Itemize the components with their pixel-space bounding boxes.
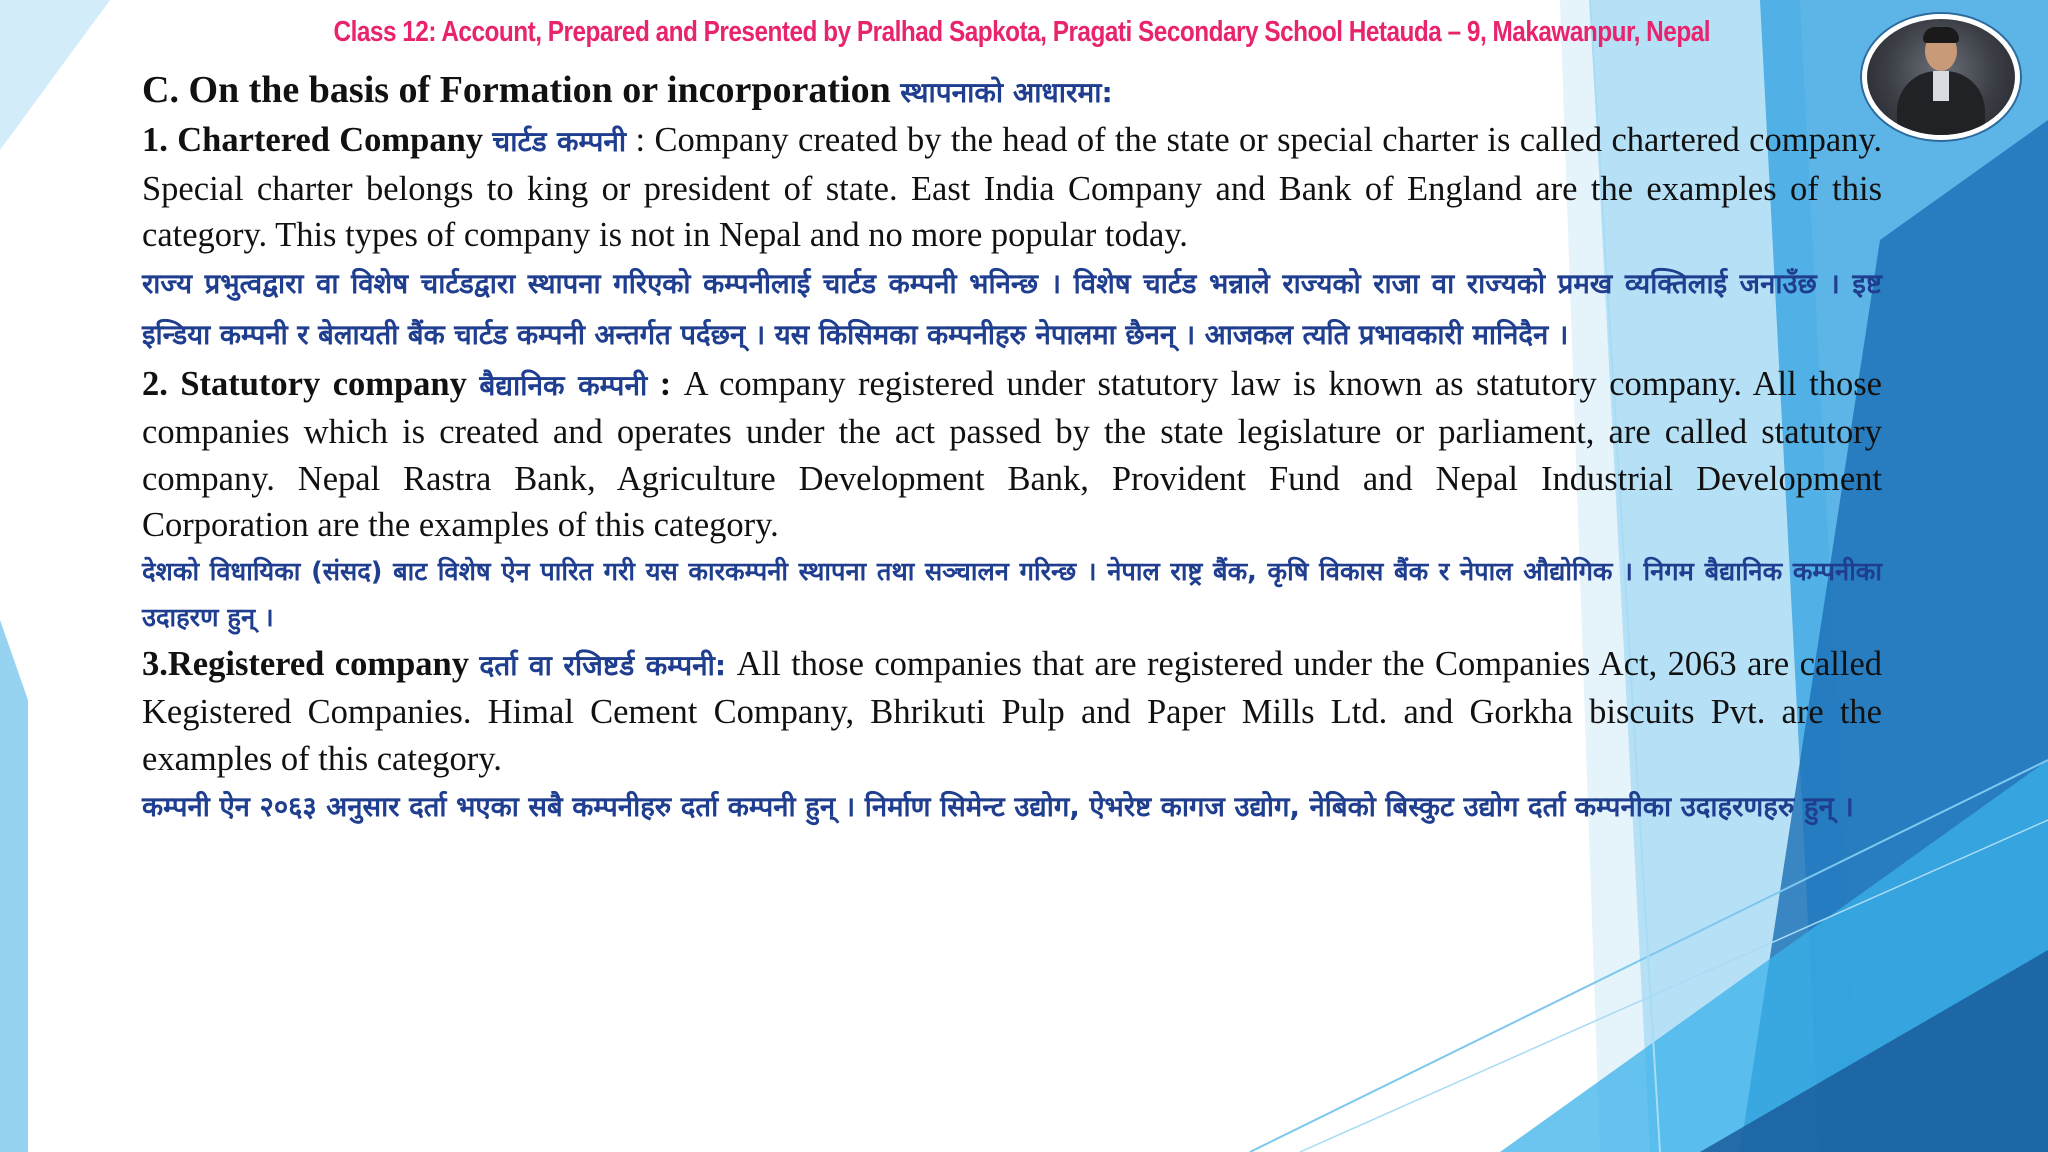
item-heading: 2. Statutory company (142, 364, 467, 403)
item-sep (726, 645, 736, 683)
item-chartered-en (142, 117, 1882, 259)
item-registered-en (142, 641, 1882, 783)
item-heading: 1. Chartered Company (142, 121, 484, 159)
item-registered-np: कम्पनी ऐन २०६३ अनुसार दर्ता भएका सबै कम्पनीहरु दर्ता कम्पनी हुन् । निर्माण सिमेन्ट उद्योग, ऐभरेष्ट कागज उद्योग, नेबिको बिस्कुट उद्योग दर्ता कम्पनीका उदाहरणहरु हुन् । (142, 791, 1854, 823)
left-edge-mid (0, 620, 28, 1152)
slide-content (142, 66, 1882, 833)
item-sep: : (647, 364, 684, 403)
item-statutory-en (142, 361, 1882, 549)
section-title-en: C. On the basis of Formation or incorporation (142, 69, 891, 111)
presenter-hair (1923, 27, 1959, 43)
item-heading: 3.Registered company (142, 644, 469, 683)
item-statutory-np: देशको विधायिका (संसद) बाट विशेष ऐन पारित गरी यस कारकम्पनी स्थापना तथा सञ्चालन गरिन्छ । नेपाल राष्ट्र बैंक, कृषि विकास बैंक र नेपाल औद्योगिक । निगम बैद्यानिक कम्पनीका उदाहरण हुन् । (142, 556, 1882, 633)
item-heading-np: चार्टड कम्पनी (492, 125, 627, 158)
section-title (142, 66, 1882, 117)
presenter-photo (1862, 14, 2020, 140)
item-sep: : (626, 121, 655, 159)
item-body: Company created by the head of the state or special charter is called chartered company. Special charter belongs to king or president of state. East India Company and Bank of England are the examples of this category. This types of company is not in Nepal and no more popular today. (142, 121, 1883, 254)
item-body: All those companies that are registered under the Companies Act, 2063 are called Kegistered Companies. Himal Cement Company, Bhrikuti Pulp and Paper Mills Ltd. and Gorkha biscuits Pvt. are the examples of this category. (142, 644, 1883, 778)
item-heading-np: दर्ता वा रजिष्टर्ड कम्पनी: (479, 648, 727, 682)
presenter-shirt (1933, 71, 1949, 101)
item-chartered-np: राज्य प्रभुत्वद्वारा वा विशेष चार्टडद्वारा स्थापना गरिएको कम्पनीलाई चार्टड कम्पनी भनिन्छ । विशेष चार्टड भन्नाले राज्यको राजा वा राज्यको प्रमख व्यक्तिलाई जनाउँछ । इष्ट इन्डिया कम्पनी र बेलायती बैंक चार्टड कम्पनी अन्तर्गत पर्दछन् । यस किसिमका कम्पनीहरु नेपालमा छैनन् । आजकल त्यति प्रभावकारी मानिदैन । (142, 267, 1882, 351)
item-heading-np: बैद्यानिक कम्पनी (479, 368, 648, 402)
section-title-np: स्थापनाको आधारमा: (900, 76, 1113, 109)
slide-header: Class 12: Account, Prepared and Presented by Pralhad Sapkota, Pragati Secondary School Hetauda – 9, Makawanpur, Nepal (333, 16, 1711, 48)
item-body: A company registered under statutory law is known as statutory company. All those companies which is created and operates under the act passed by the state legislature or parliament, are called statutory company. Nepal Rastra Bank, Agriculture Development Bank, Provident Fund and Nepal Industrial Development Corporation are the examples of this category. (142, 364, 1882, 544)
